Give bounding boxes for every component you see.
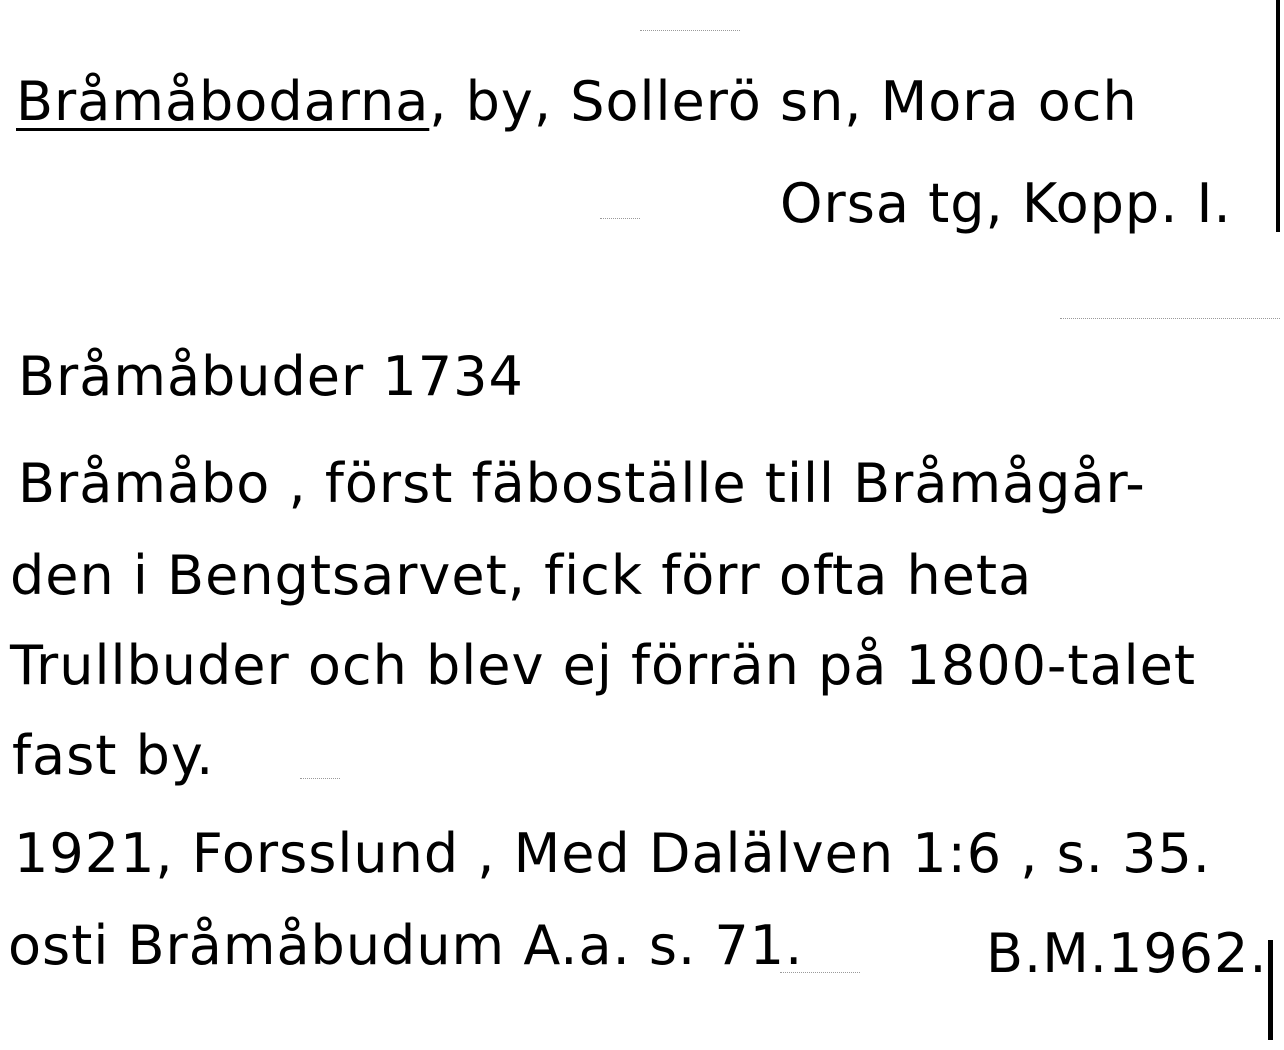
scan-dots-2 <box>1060 318 1280 319</box>
signature-date: B.M.1962. <box>986 922 1268 985</box>
body-line-7-left: osti Bråmåbudum A.a. s. 71. <box>8 914 804 977</box>
body-line-6: 1921, Forsslund , Med Dalälven 1:6 , s. 35. <box>14 822 1211 885</box>
scan-dots-1 <box>640 30 740 31</box>
body-line-2: Bråmåbo , först fäboställe till Bråmågår- <box>18 452 1146 515</box>
scan-dots-3 <box>300 778 340 779</box>
card-edge-mark-bottom <box>1268 940 1273 1040</box>
place-description: , by, Sollerö sn, Mora och <box>429 70 1138 133</box>
scan-dots-5 <box>780 972 860 973</box>
header-line-2: Orsa tg, Kopp. I. <box>780 172 1232 235</box>
place-name: Bråmåbodarna <box>16 70 430 133</box>
card-edge-mark-top <box>1276 0 1280 232</box>
body-line-3: den i Bengtsarvet, fick förr ofta heta <box>10 544 1033 607</box>
body-line-5: fast by. <box>12 724 215 787</box>
header-line-1 <box>16 70 1138 134</box>
scan-dots-4 <box>600 218 640 219</box>
body-line-4: Trullbuder och blev ej förrän på 1800-talet <box>10 634 1197 697</box>
body-line-1: Bråmåbuder 1734 <box>18 345 524 408</box>
